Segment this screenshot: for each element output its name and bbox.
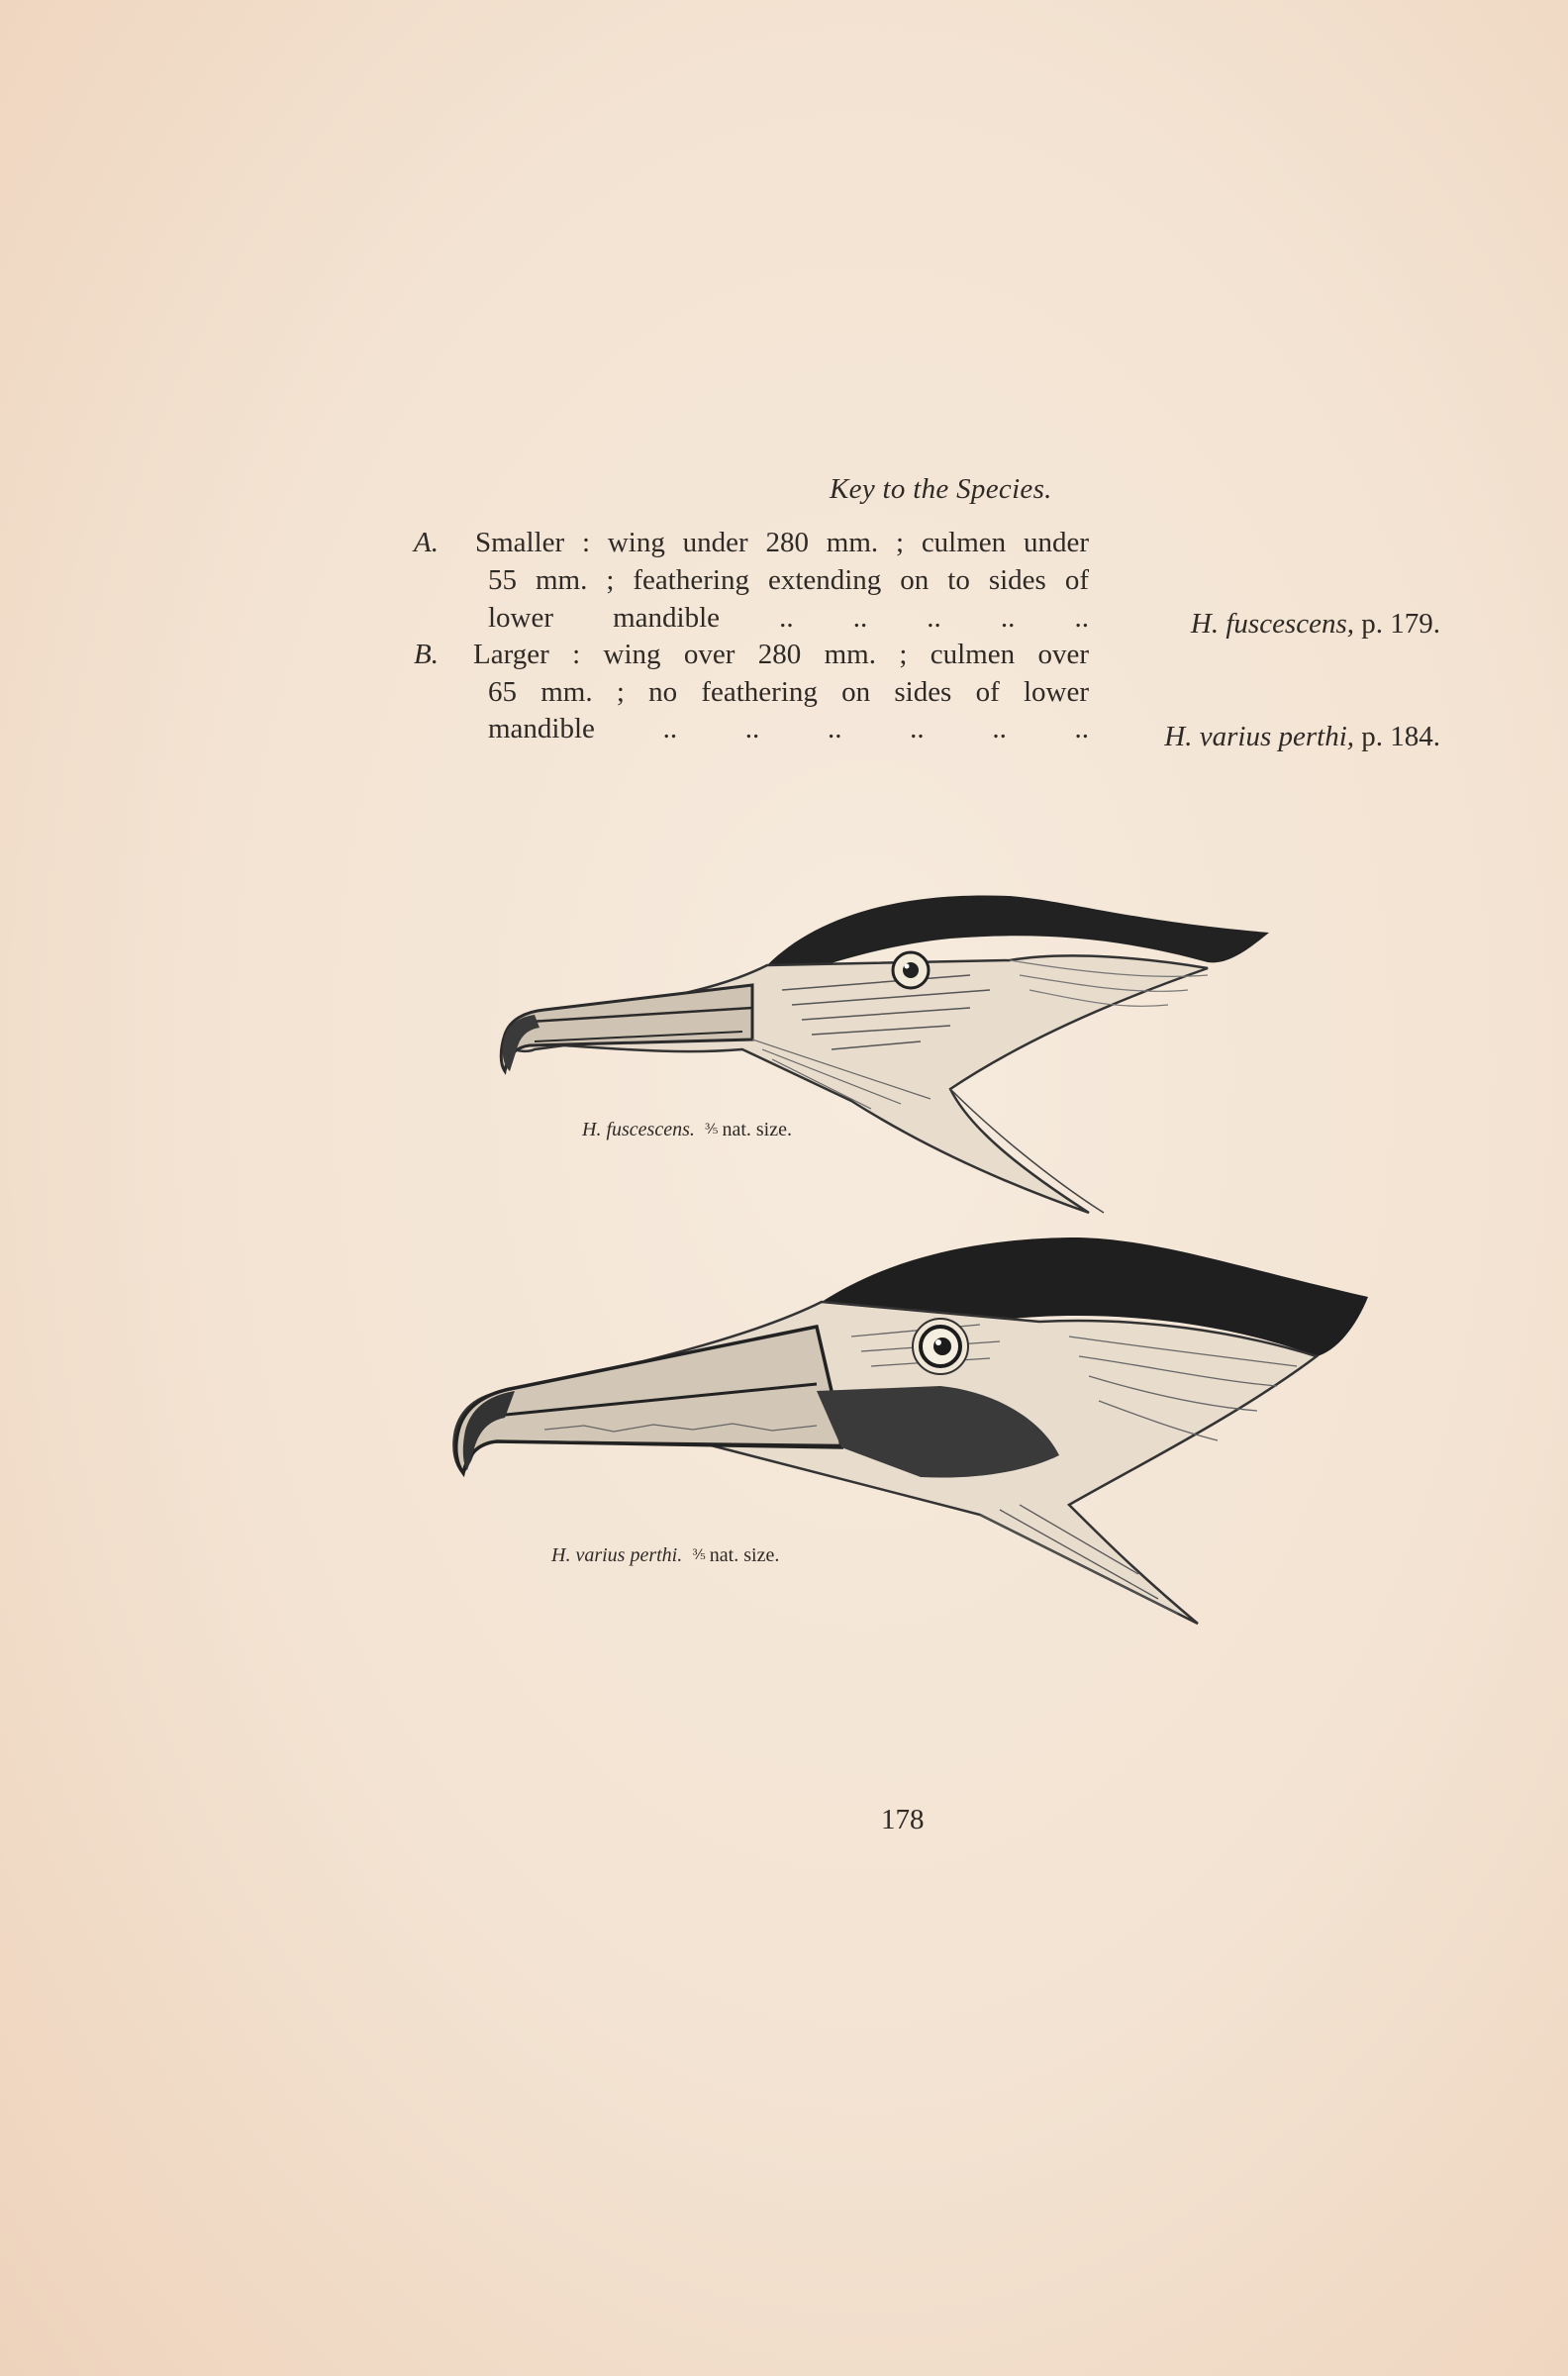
key-b-species <box>1099 721 1440 753</box>
fuscescens-caption-fraction: ⅗ <box>704 1123 719 1138</box>
key-letter-a: A. <box>414 527 439 558</box>
key-a-species <box>1119 608 1440 641</box>
fuscescens-caption-name: H. fuscescens. <box>582 1119 695 1140</box>
key-b-page-ref: p. 184. <box>1361 721 1440 752</box>
varius-perthi-caption-scale: nat. size. <box>709 1544 780 1566</box>
key-b-line-1: Larger : wing over 280 mm. ; culmen over <box>473 639 1089 670</box>
fuscescens-caption <box>582 1119 792 1141</box>
page-number: 178 <box>881 1804 925 1835</box>
key-a-line-2: 55 mm. ; feathering extending on to sides of <box>488 564 1089 596</box>
key-letter-b: B. <box>414 639 439 670</box>
key-heading: Key to the Species. <box>830 473 1052 505</box>
key-a-line-1: Smaller : wing under 280 mm. ; culmen under <box>475 527 1089 558</box>
fuscescens-caption-scale: nat. size. <box>722 1119 792 1140</box>
key-b-line-2: 65 mm. ; no feathering on sides of lower <box>488 676 1089 708</box>
varius-perthi-caption <box>551 1544 779 1567</box>
varius-perthi-caption-name: H. varius perthi. <box>551 1544 683 1566</box>
key-b-species-name: H. varius perthi, <box>1164 721 1354 752</box>
varius-perthi-caption-fraction: ⅗ <box>692 1548 706 1563</box>
key-a-line-3: lower mandible .. .. .. .. .. <box>488 602 1089 634</box>
varius-perthi-head-illustration <box>426 1218 1376 1634</box>
key-b-line-3: mandible .. .. .. .. .. .. <box>488 713 1089 744</box>
fuscescens-head-illustration <box>455 851 1287 1228</box>
key-a-species-name: H. fuscescens, <box>1190 608 1354 640</box>
key-a-page-ref: p. 179. <box>1361 608 1440 640</box>
